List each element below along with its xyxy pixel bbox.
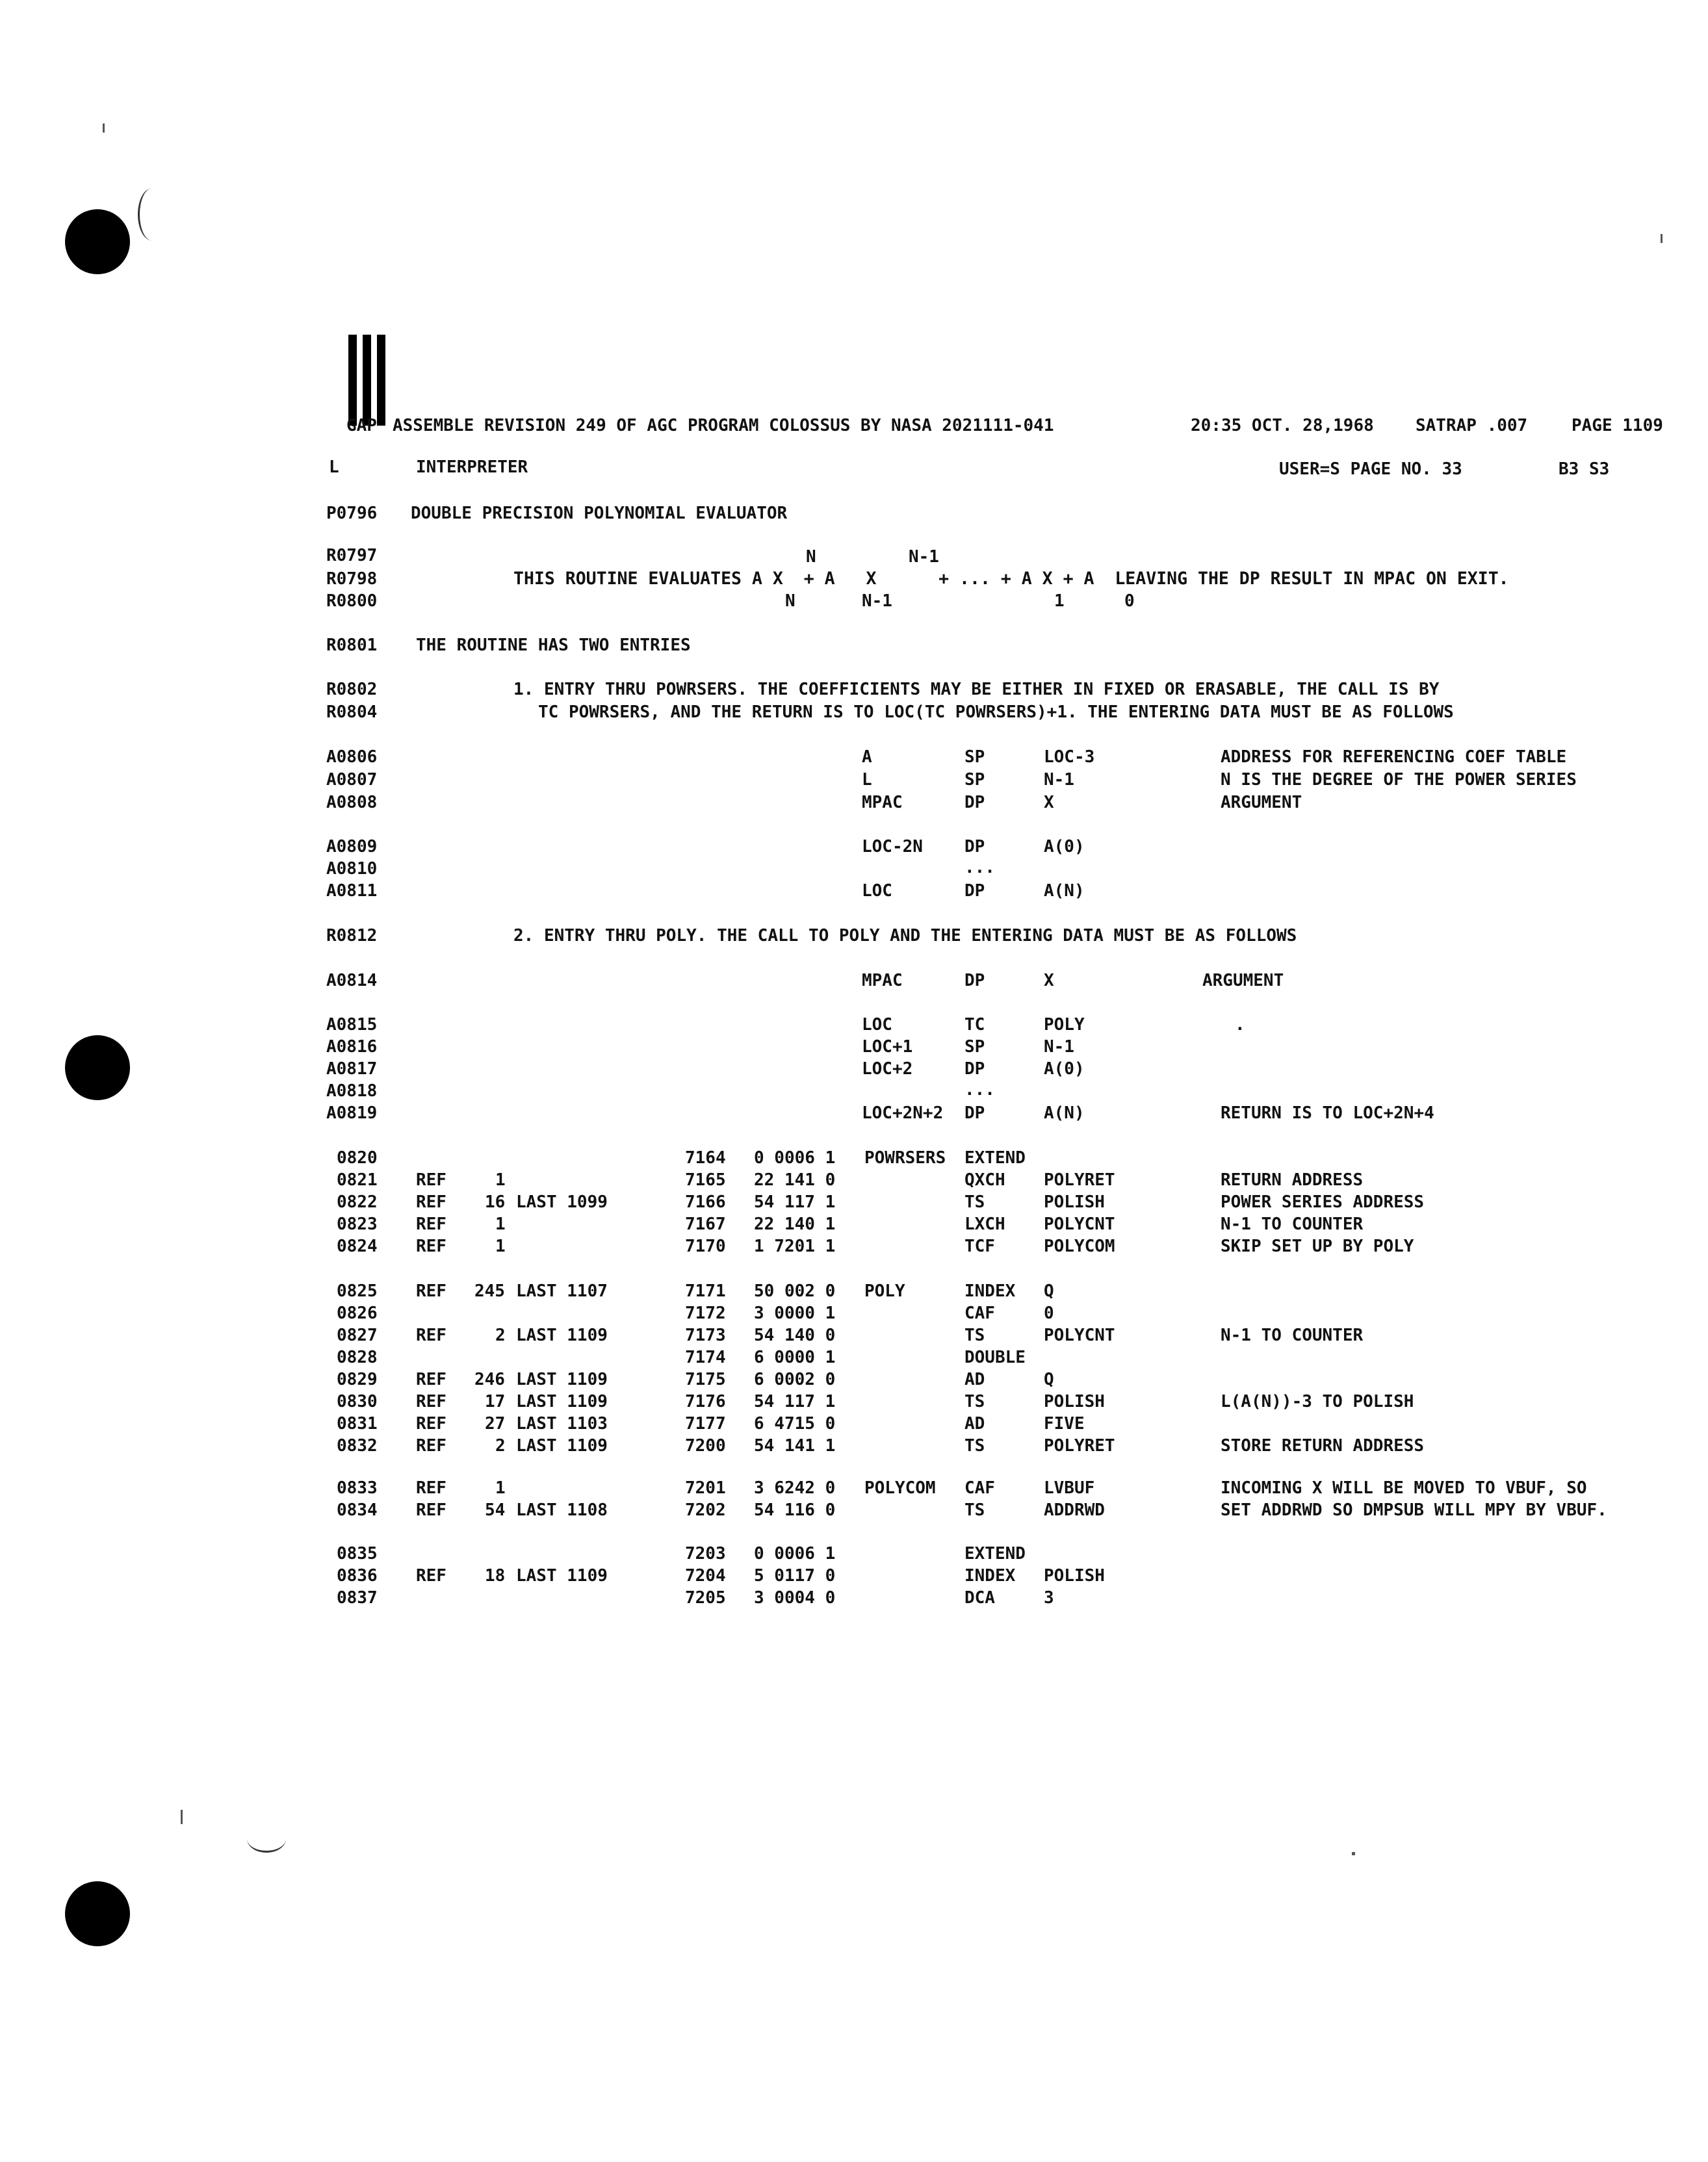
data-value: A(N) xyxy=(1044,1103,1085,1123)
line-id: A0816 xyxy=(326,1037,378,1057)
line-id: A0818 xyxy=(326,1081,378,1101)
opcode: CAF xyxy=(964,1304,995,1323)
line-id: R0798 xyxy=(326,569,378,589)
octal-word: 6 0002 0 xyxy=(754,1370,836,1389)
header-code: B3 S3 xyxy=(1559,459,1610,479)
opcode: AD xyxy=(964,1370,985,1389)
opcode: EXTEND xyxy=(964,1148,1026,1168)
operand: POLYCOM xyxy=(1044,1237,1115,1256)
banner-bars xyxy=(348,335,391,426)
code-comment: INCOMING X WILL BE MOVED TO VBUF, SO xyxy=(1221,1478,1587,1498)
line-id: P0796 xyxy=(326,504,378,523)
address: 7171 xyxy=(685,1281,726,1301)
line-number: 0832 xyxy=(337,1436,378,1456)
last-ref: LAST 1109 xyxy=(516,1370,608,1389)
line-number: 0820 xyxy=(337,1148,378,1168)
ref-flag: REF xyxy=(416,1237,446,1256)
ref-flag: REF xyxy=(416,1281,446,1301)
address: 7164 xyxy=(685,1148,726,1168)
data-label: MPAC xyxy=(862,971,903,990)
line-number: 0831 xyxy=(337,1414,378,1434)
operand: FIVE xyxy=(1044,1414,1085,1434)
code-comment: N-1 TO COUNTER xyxy=(1221,1326,1364,1345)
ref-count: 1 xyxy=(495,1237,506,1256)
line-id: R0797 xyxy=(326,546,378,565)
opcode: TS xyxy=(964,1192,985,1212)
entry2-line: 2. ENTRY THRU POLY. THE CALL TO POLY AND THE ENTERING DATA MUST BE AS FOLLOWS xyxy=(513,926,1297,946)
ref-flag: REF xyxy=(416,1170,446,1190)
formula-line: THIS ROUTINE EVALUATES A X + A X + ... + A X + A LEAVING THE DP RESULT IN MPAC ON EXIT. xyxy=(513,569,1509,589)
address: 7174 xyxy=(685,1348,726,1367)
address: 7200 xyxy=(685,1436,726,1456)
opcode: INDEX xyxy=(964,1281,1016,1301)
line-id: R0802 xyxy=(326,680,378,699)
line-id: A0819 xyxy=(326,1103,378,1123)
ref-flag: REF xyxy=(416,1326,446,1345)
formula-subscript-n: N xyxy=(785,591,796,611)
octal-word: 54 140 0 xyxy=(754,1326,836,1345)
section-letter: L xyxy=(329,457,339,477)
address: 7177 xyxy=(685,1414,726,1434)
operand: 3 xyxy=(1044,1588,1054,1608)
octal-word: 54 117 1 xyxy=(754,1192,836,1212)
ref-flag: REF xyxy=(416,1414,446,1434)
opcode: INDEX xyxy=(964,1566,1016,1586)
operand: POLYRET xyxy=(1044,1170,1115,1190)
address: 7172 xyxy=(685,1304,726,1323)
address: 7166 xyxy=(685,1192,726,1212)
line-id: R0804 xyxy=(326,702,378,722)
code-comment: POWER SERIES ADDRESS xyxy=(1221,1192,1425,1212)
line-id: A0808 xyxy=(326,793,378,812)
opcode: DOUBLE xyxy=(964,1348,1026,1367)
line-id: R0801 xyxy=(326,636,378,655)
opcode: DCA xyxy=(964,1588,995,1608)
data-value: POLY xyxy=(1044,1015,1085,1035)
header-satrap: SATRAP .007 xyxy=(1416,416,1528,435)
header-page: PAGE 1109 xyxy=(1572,416,1663,435)
last-ref: LAST 1108 xyxy=(516,1500,608,1520)
ref-count: 16 xyxy=(485,1192,506,1212)
ref-flag: REF xyxy=(416,1478,446,1498)
data-type: DP xyxy=(964,793,985,812)
line-id: A0807 xyxy=(326,770,378,790)
code-label: POWRSERS xyxy=(864,1148,946,1168)
octal-word: 0 0006 1 xyxy=(754,1148,836,1168)
line-number: 0835 xyxy=(337,1544,378,1564)
data-label: LOC xyxy=(862,1015,892,1035)
address: 7170 xyxy=(685,1237,726,1256)
address: 7203 xyxy=(685,1544,726,1564)
address: 7175 xyxy=(685,1370,726,1389)
section-name: INTERPRETER xyxy=(416,457,528,477)
opcode: TS xyxy=(964,1392,985,1411)
ref-count: 27 xyxy=(485,1414,506,1434)
opcode: TS xyxy=(964,1436,985,1456)
line-number: 0823 xyxy=(337,1215,378,1234)
ref-flag: REF xyxy=(416,1436,446,1456)
operand: LVBUF xyxy=(1044,1478,1095,1498)
code-comment: SKIP SET UP BY POLY xyxy=(1221,1237,1414,1256)
line-number: 0837 xyxy=(337,1588,378,1608)
formula-superscript-n-1: N-1 xyxy=(909,547,939,567)
octal-word: 54 141 1 xyxy=(754,1436,836,1456)
bracket-mark-top xyxy=(138,188,166,240)
data-comment: ADDRESS FOR REFERENCING COEF TABLE xyxy=(1221,747,1567,767)
ref-flag: REF xyxy=(416,1370,446,1389)
data-comment: . xyxy=(1235,1015,1245,1035)
code-label: POLYCOM xyxy=(864,1478,936,1498)
punch-hole-top xyxy=(65,209,130,274)
data-type: DP xyxy=(964,837,985,856)
octal-word: 50 002 0 xyxy=(754,1281,836,1301)
ref-count: 2 xyxy=(495,1436,506,1456)
line-number: 0824 xyxy=(337,1237,378,1256)
operand: POLYCNT xyxy=(1044,1215,1115,1234)
data-comment: ARGUMENT xyxy=(1202,971,1284,990)
opcode: TS xyxy=(964,1500,985,1520)
octal-word: 54 117 1 xyxy=(754,1392,836,1411)
formula-subscript-n-1: N-1 xyxy=(862,591,892,611)
address: 7173 xyxy=(685,1326,726,1345)
header-title: ASSEMBLE REVISION 249 OF AGC PROGRAM COLOSSUS BY NASA 2021111-041 xyxy=(393,416,1054,435)
line-number: 0827 xyxy=(337,1326,378,1345)
ref-count: 245 xyxy=(474,1281,505,1301)
octal-word: 22 140 1 xyxy=(754,1215,836,1234)
opcode: TS xyxy=(964,1326,985,1345)
last-ref: LAST 1109 xyxy=(516,1436,608,1456)
data-value: N-1 xyxy=(1044,770,1074,790)
operand: Q xyxy=(1044,1281,1054,1301)
data-label: LOC+2N+2 xyxy=(862,1103,944,1123)
formula-subscript-1: 1 xyxy=(1054,591,1065,611)
data-label: LOC+2 xyxy=(862,1059,913,1079)
line-number: 0829 xyxy=(337,1370,378,1389)
operand: POLYRET xyxy=(1044,1436,1115,1456)
ref-count: 246 xyxy=(474,1370,505,1389)
line-id: A0809 xyxy=(326,837,378,856)
comment-line: THE ROUTINE HAS TWO ENTRIES xyxy=(416,636,691,655)
line-id: A0815 xyxy=(326,1015,378,1035)
line-id: A0811 xyxy=(326,881,378,901)
punch-hole-middle xyxy=(65,1035,130,1100)
address: 7204 xyxy=(685,1566,726,1586)
line-id: A0814 xyxy=(326,971,378,990)
data-label: A xyxy=(862,747,872,767)
ref-count: 1 xyxy=(495,1215,506,1234)
last-ref: LAST 1109 xyxy=(516,1566,608,1586)
line-id: R0812 xyxy=(326,926,378,946)
data-type: SP xyxy=(964,747,985,767)
ref-count: 2 xyxy=(495,1326,506,1345)
data-label: LOC-2N xyxy=(862,837,923,856)
line-id: A0817 xyxy=(326,1059,378,1079)
opcode: CAF xyxy=(964,1478,995,1498)
data-value: N-1 xyxy=(1044,1037,1074,1057)
data-value: X xyxy=(1044,971,1054,990)
header-datetime: 20:35 OCT. 28,1968 xyxy=(1191,416,1374,435)
data-type: TC xyxy=(964,1015,985,1035)
routine-title: DOUBLE PRECISION POLYNOMIAL EVALUATOR xyxy=(411,504,788,523)
data-type: DP xyxy=(964,971,985,990)
speck xyxy=(1661,234,1663,243)
data-comment: N IS THE DEGREE OF THE POWER SERIES xyxy=(1221,770,1577,790)
line-id: A0806 xyxy=(326,747,378,767)
data-value: A(0) xyxy=(1044,837,1085,856)
octal-word: 0 0006 1 xyxy=(754,1544,836,1564)
last-ref: LAST 1107 xyxy=(516,1281,608,1301)
operand: POLISH xyxy=(1044,1566,1105,1586)
data-label: L xyxy=(862,770,872,790)
bracket-mark-bottom xyxy=(247,1825,286,1853)
data-label: LOC+1 xyxy=(862,1037,913,1057)
data-type: ... xyxy=(964,858,995,877)
last-ref: LAST 1109 xyxy=(516,1392,608,1411)
data-value: LOC-3 xyxy=(1044,747,1095,767)
line-number: 0836 xyxy=(337,1566,378,1586)
ref-count: 17 xyxy=(485,1392,506,1411)
octal-word: 6 0000 1 xyxy=(754,1348,836,1367)
line-number: 0828 xyxy=(337,1348,378,1367)
line-number: 0830 xyxy=(337,1392,378,1411)
line-id: R0800 xyxy=(326,591,378,611)
ref-flag: REF xyxy=(416,1500,446,1520)
ref-count: 54 xyxy=(485,1500,506,1520)
octal-word: 5 0117 0 xyxy=(754,1566,836,1586)
line-number: 0825 xyxy=(337,1281,378,1301)
address: 7202 xyxy=(685,1500,726,1520)
octal-word: 6 4715 0 xyxy=(754,1414,836,1434)
operand: 0 xyxy=(1044,1304,1054,1323)
opcode: AD xyxy=(964,1414,985,1434)
line-number: 0822 xyxy=(337,1192,378,1212)
data-type: DP xyxy=(964,1059,985,1079)
address: 7205 xyxy=(685,1588,726,1608)
header-prefix: GAP xyxy=(346,416,377,435)
code-label: POLY xyxy=(864,1281,905,1301)
data-type: DP xyxy=(964,1103,985,1123)
speck xyxy=(103,123,105,133)
operand: POLISH xyxy=(1044,1192,1105,1212)
ref-flag: REF xyxy=(416,1215,446,1234)
code-comment: RETURN ADDRESS xyxy=(1221,1170,1364,1190)
line-number: 0821 xyxy=(337,1170,378,1190)
address: 7176 xyxy=(685,1392,726,1411)
data-label: MPAC xyxy=(862,793,903,812)
formula-subscript-0: 0 xyxy=(1124,591,1135,611)
octal-word: 3 0004 0 xyxy=(754,1588,836,1608)
data-value: X xyxy=(1044,793,1054,812)
ref-flag: REF xyxy=(416,1192,446,1212)
users-page: USER=S PAGE NO. 33 xyxy=(1279,459,1462,479)
address: 7201 xyxy=(685,1478,726,1498)
address: 7167 xyxy=(685,1215,726,1234)
ref-count: 1 xyxy=(495,1170,506,1190)
ref-flag: REF xyxy=(416,1392,446,1411)
code-comment: SET ADDRWD SO DMPSUB WILL MPY BY VBUF. xyxy=(1221,1500,1607,1520)
line-number: 0834 xyxy=(337,1500,378,1520)
entry1-line2: TC POWRSERS, AND THE RETURN IS TO LOC(TC POWRSERS)+1. THE ENTERING DATA MUST BE AS FOLLOWS xyxy=(538,702,1454,722)
line-number: 0826 xyxy=(337,1304,378,1323)
data-comment: RETURN IS TO LOC+2N+4 xyxy=(1221,1103,1434,1123)
data-label: LOC xyxy=(862,881,892,901)
last-ref: LAST 1099 xyxy=(516,1192,608,1212)
speck xyxy=(181,1810,183,1824)
operand: POLISH xyxy=(1044,1392,1105,1411)
octal-word: 3 6242 0 xyxy=(754,1478,836,1498)
line-id: A0810 xyxy=(326,859,378,879)
punch-hole-bottom xyxy=(65,1881,130,1946)
operand: Q xyxy=(1044,1370,1054,1389)
address: 7165 xyxy=(685,1170,726,1190)
octal-word: 54 116 0 xyxy=(754,1500,836,1520)
opcode: QXCH xyxy=(964,1170,1005,1190)
last-ref: LAST 1109 xyxy=(516,1326,608,1345)
data-type: DP xyxy=(964,881,985,901)
operand: ADDRWD xyxy=(1044,1500,1105,1520)
line-number: 0833 xyxy=(337,1478,378,1498)
operand: POLYCNT xyxy=(1044,1326,1115,1345)
entry1-line1: 1. ENTRY THRU POWRSERS. THE COEFFICIENTS MAY BE EITHER IN FIXED OR ERASABLE, THE CALL IS BY xyxy=(513,680,1440,699)
code-comment: L(A(N))-3 TO POLISH xyxy=(1221,1392,1414,1411)
opcode: LXCH xyxy=(964,1215,1005,1234)
data-type: SP xyxy=(964,770,985,790)
ref-count: 18 xyxy=(485,1566,506,1586)
octal-word: 3 0000 1 xyxy=(754,1304,836,1323)
data-value: A(N) xyxy=(1044,881,1085,901)
data-value: A(0) xyxy=(1044,1059,1085,1079)
code-comment: N-1 TO COUNTER xyxy=(1221,1215,1364,1234)
data-type: SP xyxy=(964,1037,985,1057)
speck xyxy=(1352,1852,1355,1855)
ref-flag: REF xyxy=(416,1566,446,1586)
data-comment: ARGUMENT xyxy=(1221,793,1302,812)
data-type: ... xyxy=(964,1080,995,1100)
last-ref: LAST 1103 xyxy=(516,1414,608,1434)
formula-superscript-n: N xyxy=(806,547,816,567)
opcode: EXTEND xyxy=(964,1544,1026,1564)
opcode: TCF xyxy=(964,1237,995,1256)
code-comment: STORE RETURN ADDRESS xyxy=(1221,1436,1425,1456)
ref-count: 1 xyxy=(495,1478,506,1498)
octal-word: 22 141 0 xyxy=(754,1170,836,1190)
octal-word: 1 7201 1 xyxy=(754,1237,836,1256)
